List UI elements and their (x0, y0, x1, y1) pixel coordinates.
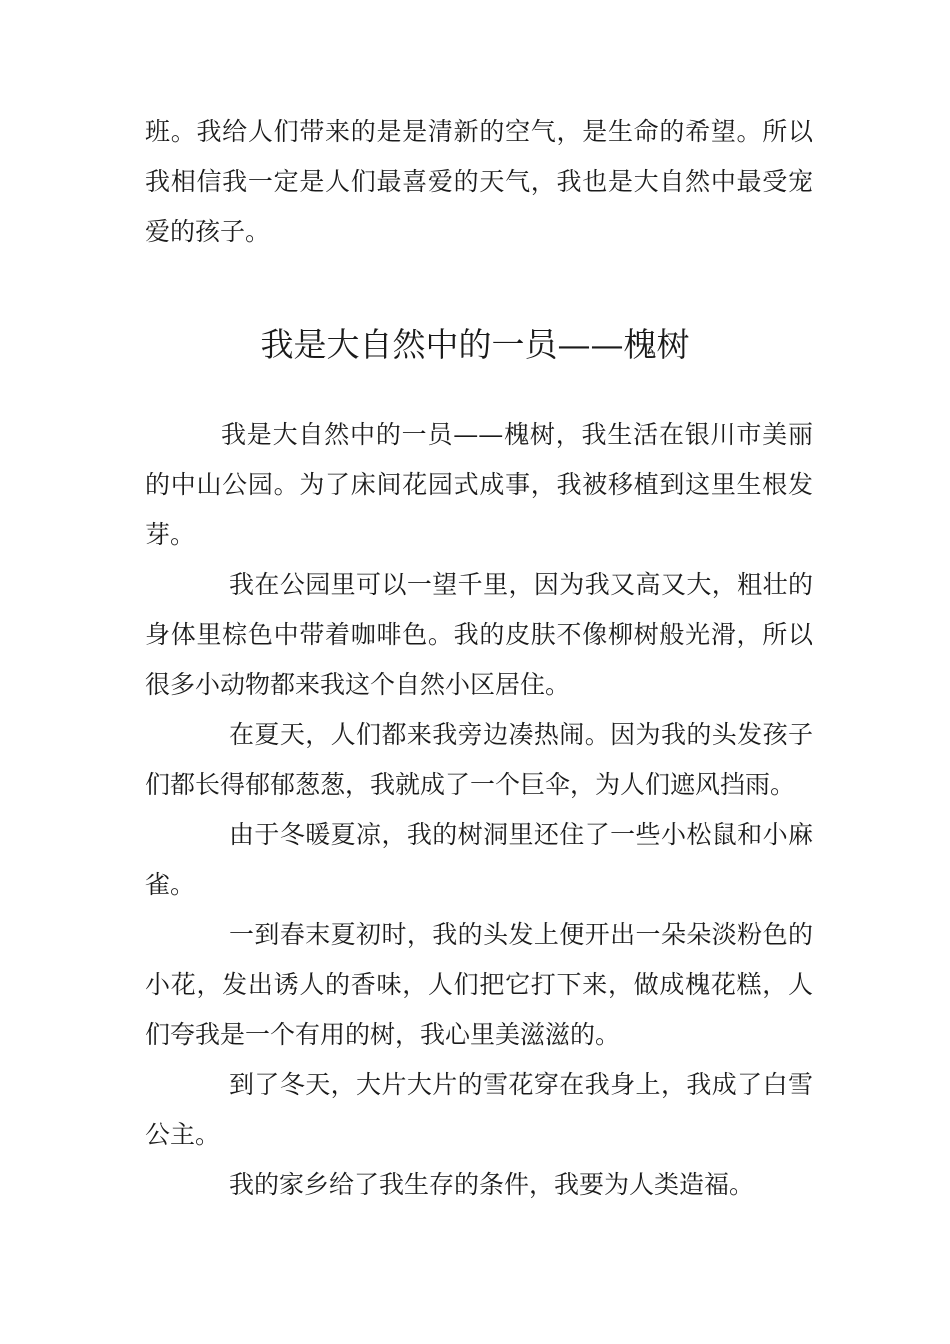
essay-title: 我是大自然中的一员——槐树 (260, 325, 690, 364)
essay-paragraph: 到了冬天，大片大片的雪花穿在我身上，我成了白雪公主。 (145, 1070, 813, 1149)
intro-paragraph: 班。我给人们带来的是是清新的空气，是生命的希望。所以我相信我一定是人们最喜爱的天气，我也是大自然中最受宠爱的孩子。 (145, 117, 813, 246)
essay-paragraph: 我是大自然中的一员——槐树，我生活在银川市美丽的中山公园。为了床间花园式成事，我被移植到这里生根发芽。 (145, 420, 813, 549)
essay-paragraph: 我在公园里可以一望千里，因为我又高又大，粗壮的身体里棕色中带着咖啡色。我的皮肤不像柳树般光滑，所以很多小动物都来我这个自然小区居住。 (145, 570, 813, 699)
essay-paragraph: 我的家乡给了我生存的条件，我要为人类造福。 (229, 1170, 755, 1199)
essay-paragraph: 在夏天，人们都来我旁边凑热闹。因为我的头发孩子们都长得郁郁葱葱，我就成了一个巨伞，为人们遮风挡雨。 (145, 720, 813, 799)
essay-paragraph: 一到春末夏初时，我的头发上便开出一朵朵淡粉色的小花，发出诱人的香味，人们把它打下来，做成槐花糕，人们夸我是一个有用的树，我心里美滋滋的。 (145, 920, 813, 1049)
essay-body (145, 410, 813, 1210)
essay-paragraph: 由于冬暖夏凉，我的树洞里还住了一些小松鼠和小麻雀。 (145, 820, 813, 899)
